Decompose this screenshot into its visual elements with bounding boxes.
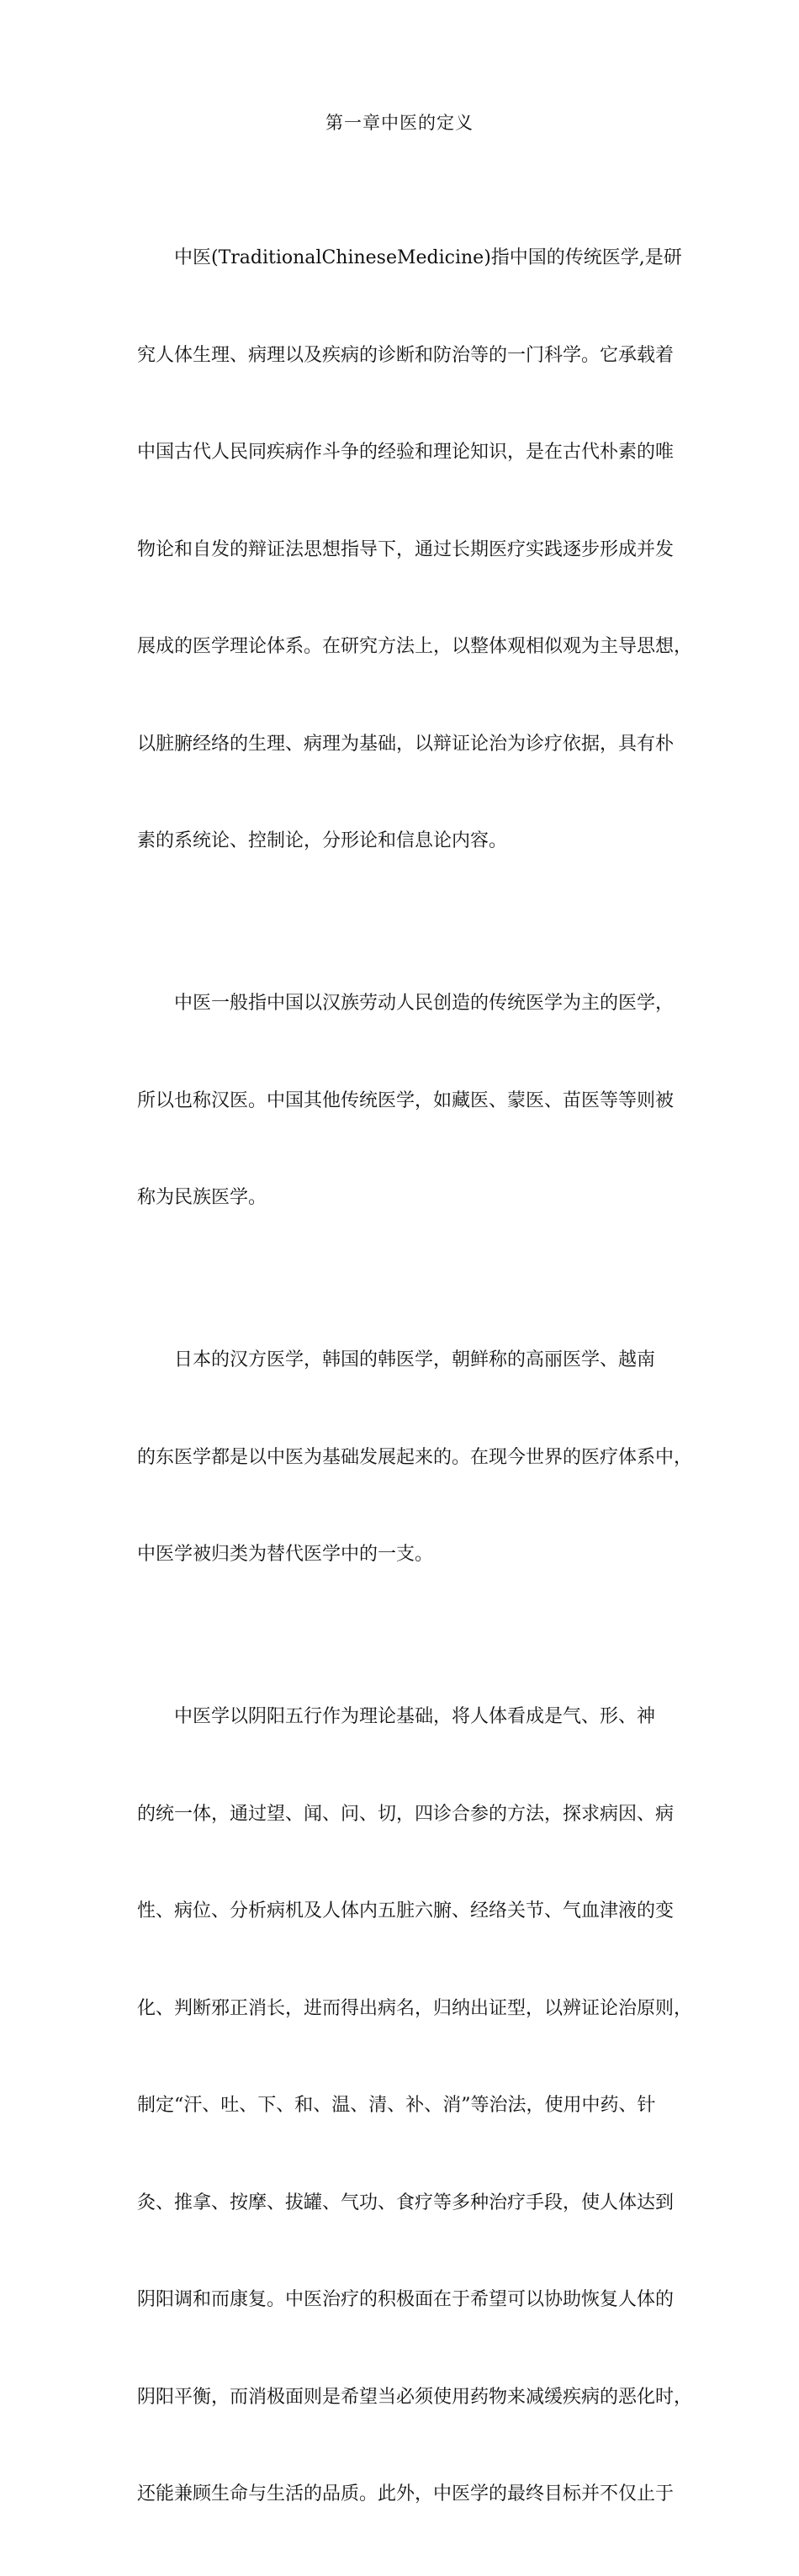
text-line: 中国古代人民同疾病作斗争的经验和理论知识，是在古代朴素的唯 bbox=[137, 442, 675, 463]
text-line: 阴阳调和而康复。中医治疗的积极面在于希望可以协助恢复人体的 bbox=[137, 2289, 675, 2310]
text-line: 中医(TraditionalChineseMedicine)指中国的传统医学,是研 bbox=[174, 247, 682, 268]
text-line: 展成的医学理论体系。在研究方法上，以整体观相似观为主导思想， bbox=[137, 636, 693, 657]
text-line: 阴阳平衡，而消极面则是希望当必须使用药物来减缓疾病的恶化时， bbox=[137, 2386, 693, 2408]
text-line: 究人体生理、病理以及疾病的诊断和防治等的一门科学。它承载着 bbox=[137, 344, 675, 366]
paragraph-3 bbox=[137, 1280, 694, 1636]
text-line: 称为民族医学。 bbox=[137, 1187, 267, 1208]
paragraph-2 bbox=[137, 923, 694, 1280]
text-line: 的统一体，通过望、闻、问、切，四诊合参的方法，探求病因、病 bbox=[137, 1803, 675, 1825]
paragraph-4 bbox=[137, 1636, 694, 2576]
text-line: 还能兼顾生命与生活的品质。此外，中医学的最终目标并不仅止于 bbox=[137, 2483, 675, 2504]
paragraph-1 bbox=[137, 178, 694, 923]
text-line: 制定“汗、吐、下、和、温、清、补、消”等治法，使用中药、针 bbox=[137, 2095, 656, 2116]
text-line: 性、病位、分析病机及人体内五脏六腑、经络关节、气血津液的变 bbox=[137, 1900, 675, 1921]
chapter-title: 第一章中医的定义 bbox=[325, 113, 474, 133]
text-line: 中医一般指中国以汉族劳动人民创造的传统医学为主的医学， bbox=[174, 993, 675, 1014]
text-line: 物论和自发的辩证法思想指导下，通过长期医疗实践逐步形成并发 bbox=[137, 538, 675, 560]
text-line: 中医学被归类为替代医学中的一支。 bbox=[137, 1544, 434, 1565]
text-line: 的东医学都是以中医为基础发展起来的。在现今世界的医疗体系中， bbox=[137, 1446, 693, 1468]
text-line: 中医学以阴阳五行作为理论基础，将人体看成是气、形、神 bbox=[174, 1706, 656, 1727]
text-line: 灸、推拿、按摩、拔罐、气功、食疗等多种治疗手段，使人体达到 bbox=[137, 2192, 675, 2213]
text-line: 以脏腑经络的生理、病理为基础，以辩证论治为诊疗依据，具有朴 bbox=[137, 733, 675, 755]
text-line: 日本的汉方医学，韩国的韩医学，朝鲜称的高丽医学、越南 bbox=[174, 1349, 656, 1370]
text-line: 所以也称汉医。中国其他传统医学，如藏医、蒙医、苗医等等则被 bbox=[137, 1089, 675, 1111]
text-line: 化、判断邪正消长，进而得出病名，归纳出证型，以辨证论治原则， bbox=[137, 1997, 693, 2019]
text-line: 素的系统论、控制论，分形论和信息论内容。 bbox=[137, 830, 508, 851]
document-body bbox=[137, 178, 694, 2576]
